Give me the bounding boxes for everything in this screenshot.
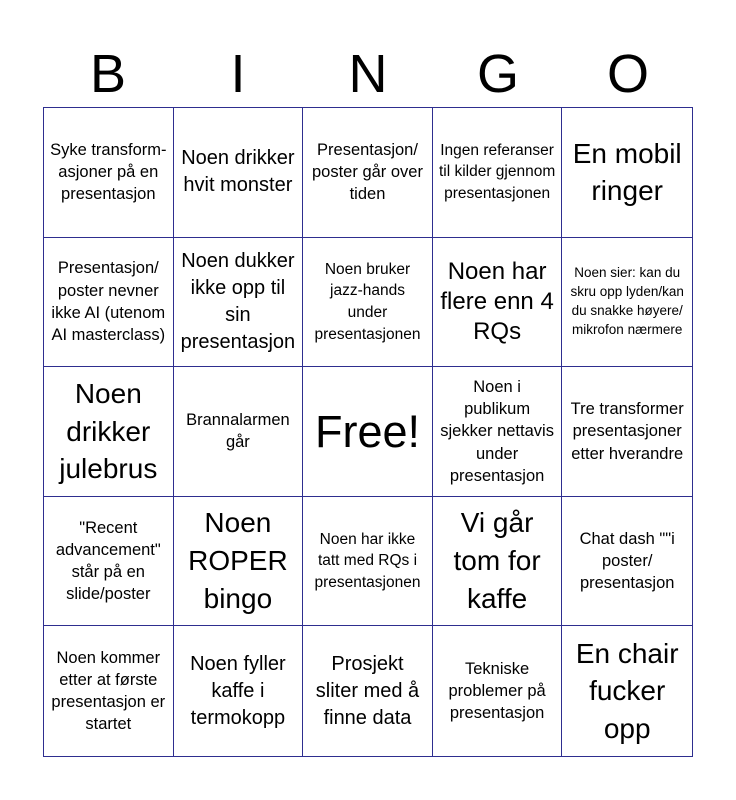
bingo-cell[interactable]: Brannalarmen går: [174, 367, 304, 497]
bingo-cell[interactable]: En chair fucker opp: [575, 637, 679, 745]
bingo-card-grid: [43, 107, 693, 757]
free-space-cell[interactable]: Free!: [303, 367, 433, 497]
bingo-cell[interactable]: Prosjekt sliter med å finne data: [303, 626, 433, 756]
bingo-cell[interactable]: Noen dukker ikke opp til sin presentasjon: [174, 238, 304, 368]
bingo-cell[interactable]: Tekniske problemer på presentasjon: [433, 626, 563, 756]
header-letter-i: I: [230, 44, 246, 104]
header-letter-o: O: [606, 44, 649, 104]
bingo-cell[interactable]: Noen i publikum sjekker nettavis under presentasjon: [433, 367, 563, 497]
header-letter-g: G: [476, 44, 519, 104]
bingo-cell[interactable]: Ingen referanser til kilder gjennom presentasjonen: [433, 108, 563, 238]
bingo-cell[interactable]: Noen drikker julebrus: [44, 367, 174, 497]
bingo-cell[interactable]: Tre transformer presentasjoner etter hverandre: [562, 367, 692, 497]
bingo-cell[interactable]: Noen bruker jazz-hands under presentasjonen: [303, 238, 433, 368]
bingo-cell[interactable]: Presentasjon/ poster går over tiden: [303, 108, 433, 238]
bingo-cell[interactable]: Noen ROPER bingo: [174, 497, 304, 627]
bingo-header: [43, 40, 693, 108]
bingo-cell[interactable]: Noen drikker hvit monster: [174, 108, 304, 238]
header-letter-n: N: [348, 44, 388, 104]
header-letter-b: B: [89, 44, 127, 104]
bingo-cell[interactable]: Vi går tom for kaffe: [433, 497, 563, 627]
bingo-cell[interactable]: Noen sier: kan du skru opp lyden/kan du snakke høyere/ mikrofon nærmere: [562, 238, 692, 368]
bingo-cell[interactable]: "Recent advancement" står på en slide/poster: [44, 497, 174, 627]
bingo-cell[interactable]: Noen har flere enn 4 RQs: [433, 238, 563, 368]
bingo-cell[interactable]: Noen har ikke tatt med RQs i presentasjonen: [303, 497, 433, 627]
bingo-cell[interactable]: Noen kommer etter at første presentasjon er startet: [44, 626, 174, 756]
bingo-cell[interactable]: En mobil ringer: [562, 108, 692, 238]
bingo-cell[interactable]: Noen fyller kaffe i termokopp: [174, 626, 304, 756]
bingo-cell[interactable]: Syke transform-asjoner på en presentasjon: [44, 108, 174, 238]
bingo-cell[interactable]: Chat dash ""i poster/ presentasjon: [562, 497, 692, 627]
bingo-cell[interactable]: Presentasjon/ poster nevner ikke AI (utenom AI masterclass): [44, 238, 174, 368]
